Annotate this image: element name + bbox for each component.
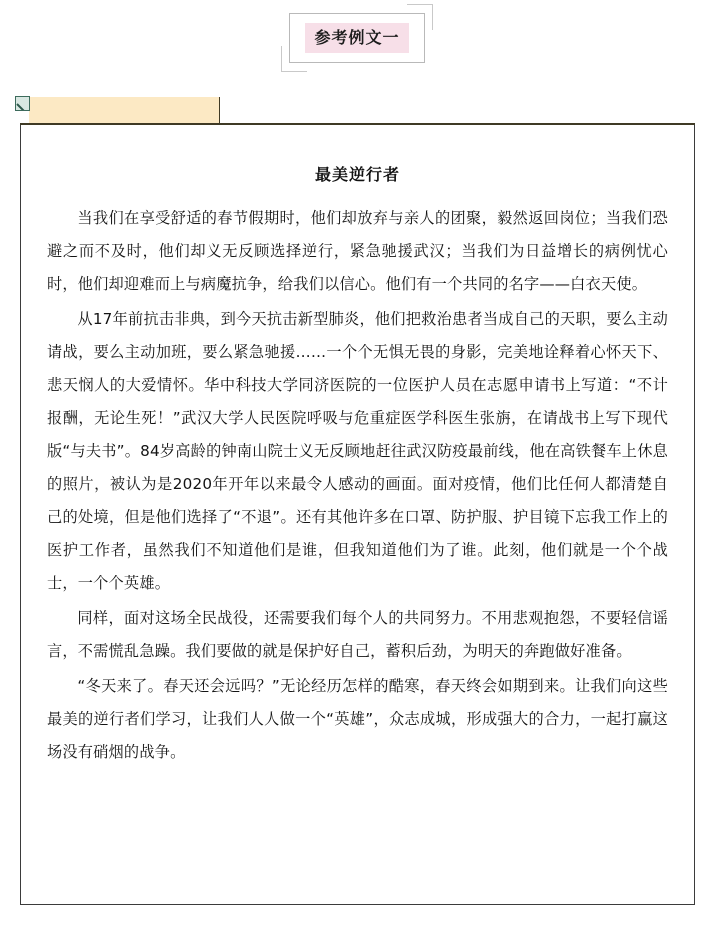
pen-slash-icon	[15, 96, 30, 111]
reference-badge	[289, 13, 425, 63]
badge-frame	[289, 13, 425, 63]
badge-label: 参考例文一	[314, 28, 400, 47]
pen-slash-stroke	[16, 103, 29, 111]
document-title: 最美逆行者	[314, 165, 400, 184]
header-bar-fill	[29, 97, 220, 123]
document-paragraph: 从17年前抗击非典，到今天抗击新型肺炎，他们把救治患者当成自己的天职，要么主动请战，要么主动加班，要么紧急驰援……一个个无惧无畏的身影，完美地诠释着心怀天下、悲天悯人的大爱情怀。华中科技大学同济医院的一位医护人员在志愿申请书上写道：“不计报酬，无论生死！”武汉大学人民医院呼吸与危重症医学科医生张旃，在请战书上写下现代版“与夫书”。84岁高龄的钟南山院士义无反顾地赶往武汉防疫最前线，他在高铁餐车上休息的照片，被认为是2020年开年以来最令人感动的画面。面对疫情，他们比任何人都清楚自己的处境，但是他们选择了“不退”。还有其他许多在口罩、防护服、护目镜下忘我工作上的医护工作者，虽然我们不知道他们是谁，但我知道他们为了谁。此刻，他们就是一个个战士，一个个英雄。	[47, 310, 668, 593]
document-paragraph: 当我们在享受舒适的春节假期时，他们却放弃与亲人的团聚，毅然返回岗位；当我们恐避之而不及时，他们却义无反顾选择逆行，紧急驰援武汉；当我们为日益增长的病例忧心时，他们却迎难而上与病魔抗争，给我们以信心。他们有一个共同的名字——白衣天使。	[47, 209, 668, 294]
badge-fill	[305, 23, 409, 53]
document-paragraph: “冬天来了。春天还会远吗？”无论经历怎样的酷寒，春天终会如期到来。让我们向这些最美的逆行者们学习，让我们人人做一个“英雄”，众志成城，形成强大的合力，一起打赢这场没有硝烟的战争。	[47, 677, 668, 762]
badge-zone	[0, 0, 714, 88]
document-content-frame	[20, 125, 695, 905]
decorative-header-bar	[20, 97, 695, 125]
document-paragraph: 同样，面对这场全民战役，还需要我们每个人的共同努力。不用悲观抱怨，不要轻信谣言，不需慌乱急躁。我们要做的就是保护好自己，蓄积后劲，为明天的奔跑做好准备。	[47, 609, 668, 661]
